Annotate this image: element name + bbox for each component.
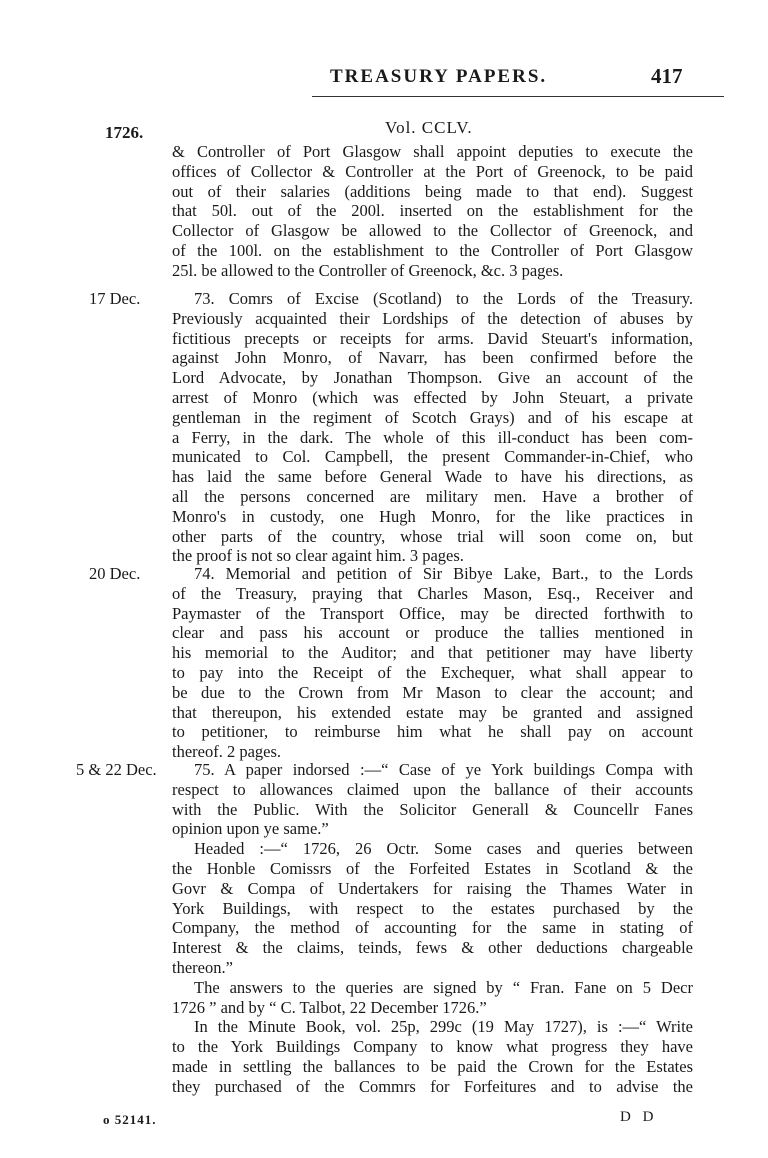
footer-signature-mark: D D [620,1109,658,1125]
running-header: TREASURY PAPERS. [330,66,548,87]
text-line: Collector of Glasgow be allowed to the Collector of Greenock, and [172,221,693,241]
text-line: respect to allowances claimed upon the ballance of their accounts [172,779,693,799]
text-line: out of their salaries (additions being made to that end). Suggest [172,181,693,201]
text-line: be due to the Crown from Mr Mason to clear the account; and [172,682,693,702]
text-line: Paymaster of the Transport Office, may be directed forthwith to [172,603,693,623]
text-line: Lord Advocate, by Jonathan Thompson. Give an account of the [172,368,693,388]
text-line: fictitious precepts or receipts for arms. David Steuart's information, [172,328,693,348]
text-line: Company, the method of accounting for the same in stating of [172,918,693,938]
text-line: The answers to the queries are signed by “ Fran. Fane on 5 Decr [194,977,693,997]
volume-heading: Vol. CCLV. [385,118,473,137]
text-line: thereon.” [172,957,233,977]
text-line: gentleman in the regiment of Scotch Grays) and of his escape at [172,407,693,427]
text-line: In the Minute Book, vol. 25p, 299c (19 May 1727), is :—“ Write [194,1017,693,1037]
text-line: to petitioner, to reimburse him what he shall pay on account [172,722,693,742]
text-line: to pay into the Receipt of the Exchequer, what shall appear to [172,662,693,682]
text-line: the Honble Comissrs of the Forfeited Estates in Scotland & the [172,858,693,878]
entry-74-paragraph [172,564,693,762]
text-line: Headed :—“ 1726, 26 Octr. Some cases and queries between [194,839,693,859]
text-line: that 50l. out of the 200l. inserted on the establishment for the [172,201,693,221]
header-rule [312,96,724,97]
page-number: 417 [651,64,683,88]
entry-75-paragraph [172,760,693,1097]
text-line: a Ferry, in the dark. The whole of this ill-conduct has been com- [172,427,693,447]
footer-printer-mark: o 52141. [103,1112,157,1127]
text-line: opinion upon ye same.” [172,819,329,839]
text-line: made in settling the ballances to be paid the Crown for the Estates [172,1056,693,1076]
text-line: of the Treasury, praying that Charles Mason, Esq., Receiver and [172,583,693,603]
text-line: Interest & the claims, teinds, fews & other deductions chargeable [172,938,693,958]
text-line: & Controller of Port Glasgow shall appoint deputies to execute the [172,142,693,161]
text-line: 73. Comrs of Excise (Scotland) to the Lords of the Treasury. [194,289,693,308]
margin-year: 1726. [105,123,144,142]
entry-73-paragraph [172,289,693,566]
text-line: York Buildings, with respect to the estates purchased by the [172,898,693,918]
text-line: has laid the same before General Wade to have his directions, as [172,467,693,487]
intro-paragraph [172,142,693,281]
text-line: Monro's in custody, one Hugh Monro, for the like practices in [172,506,693,526]
text-line: with the Public. With the Solicitor Generall & Councellr Fanes [172,799,693,819]
text-line: municated to Col. Campbell, the present Commander-in-Chief, who [172,447,693,467]
text-line: 74. Memorial and petition of Sir Bibye Lake, Bart., to the Lords [194,564,693,583]
text-line: that thereupon, his extended estate may be granted and assigned [172,702,693,722]
text-line: to the York Buildings Company to know what progress they have [172,1037,693,1057]
text-line: arrest of Monro (which was effected by John Steuart, a private [172,387,693,407]
text-line: the proof is not so clear againt him. 3 pages. [172,546,464,566]
text-line: 1726 ” and by “ C. Talbot, 22 December 1726.” [172,997,487,1017]
text-line: they purchased of the Commrs for Forfeitures and to advise the [172,1076,693,1096]
entry-74-date: 20 Dec. [89,564,141,583]
entry-75-date: 5 & 22 Dec. [76,760,157,779]
text-line: 75. A paper indorsed :—“ Case of ye York buildings Compa with [194,760,693,779]
text-line: offices of Collector & Controller at the Port of Greenock, to be paid [172,161,693,181]
text-line: Previously acquainted their Lordships of the detection of abuses by [172,308,693,328]
text-line: other parts of the country, whose trial will soon come on, but [172,526,693,546]
text-line: clear and pass his account or produce the tallies mentioned in [172,623,693,643]
text-line: all the persons concerned are military men. Have a brother of [172,486,693,506]
text-line: of the 100l. on the establishment to the Controller of Port Glasgow [172,240,693,260]
text-line: his memorial to the Auditor; and that petitioner may have liberty [172,643,693,663]
text-line: Govr & Compa of Undertakers for raising the Thames Water in [172,878,693,898]
text-line: against John Monro, of Navarr, has been confirmed before the [172,348,693,368]
text-line: thereof. 2 pages. [172,742,282,762]
text-line: 25l. be allowed to the Controller of Greenock, &c. 3 pages. [172,260,564,280]
entry-73-date: 17 Dec. [89,289,141,308]
